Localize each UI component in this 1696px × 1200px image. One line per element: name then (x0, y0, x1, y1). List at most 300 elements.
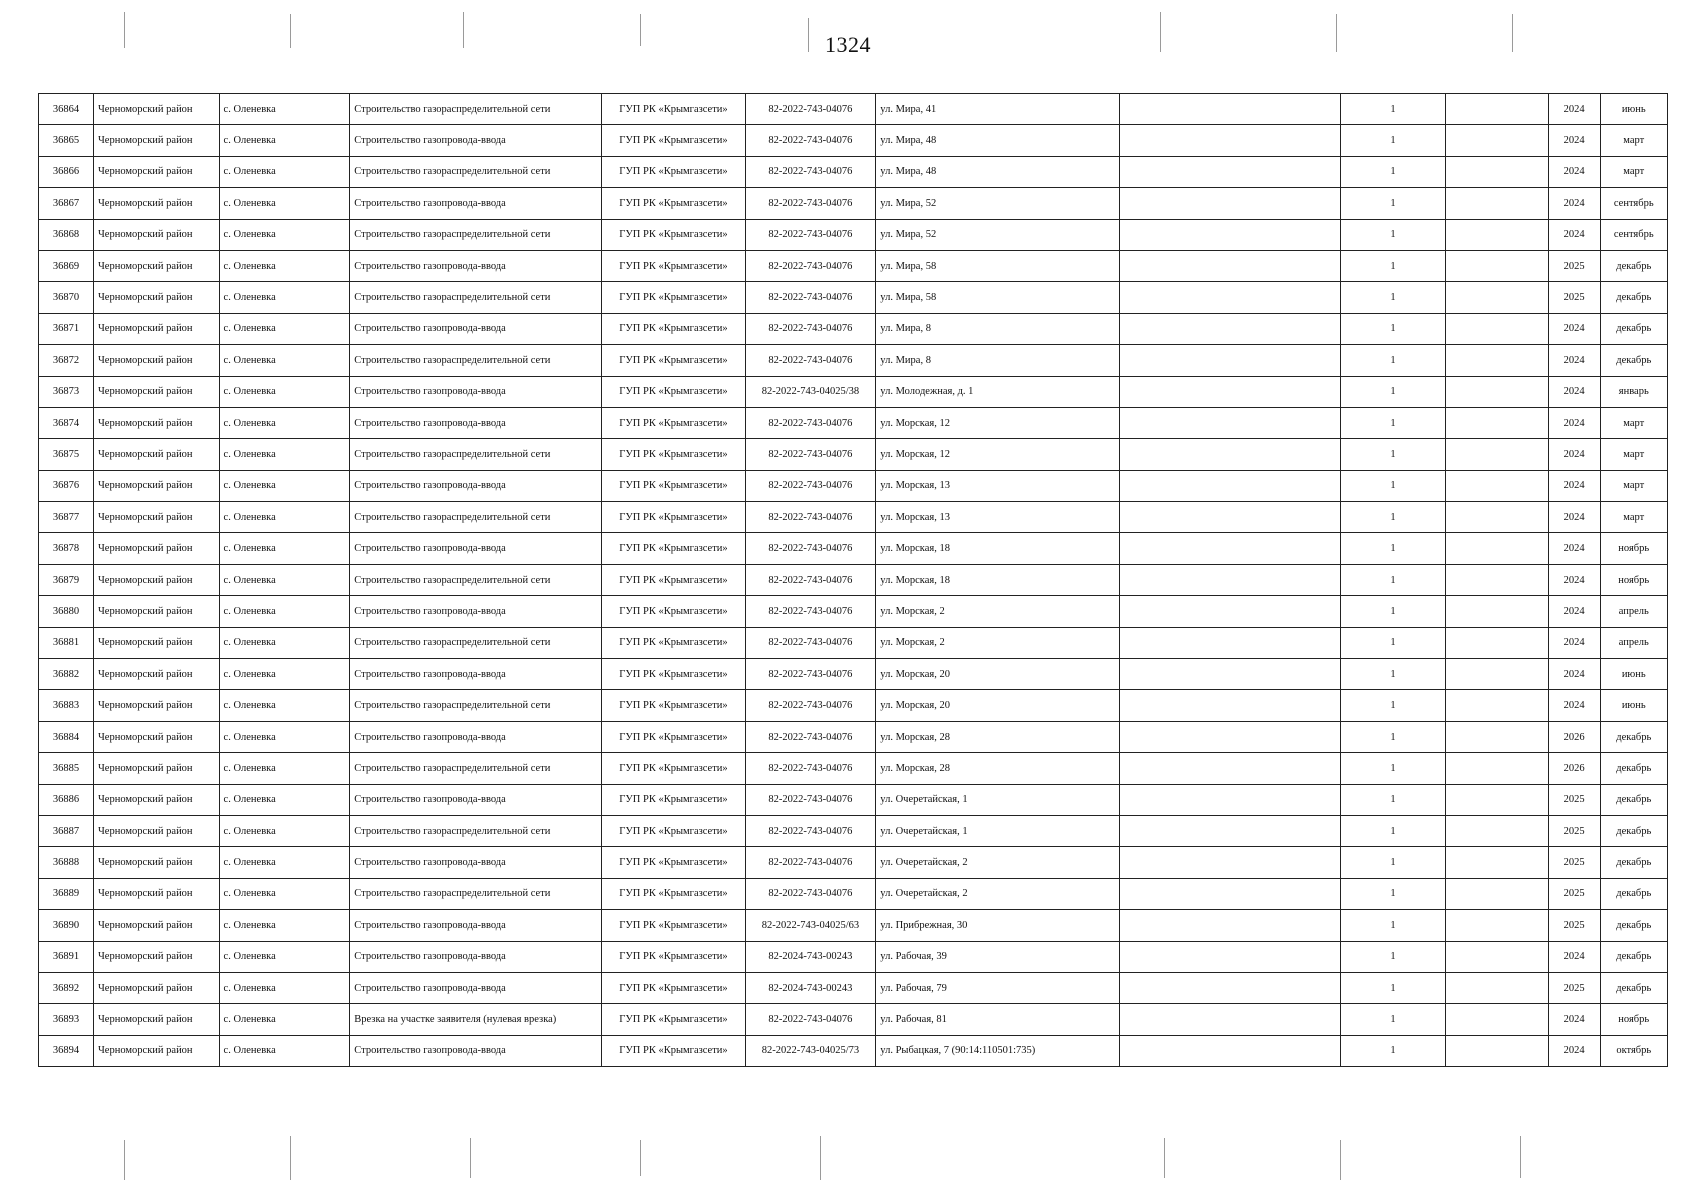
work-type-cell: Строительство газораспределительной сети (350, 627, 602, 658)
empty-cell (1445, 878, 1548, 909)
month-cell: март (1600, 125, 1668, 156)
address-cell: ул. Рыбацкая, 7 (90:14:110501:735) (876, 1035, 1120, 1066)
village-cell: с. Оленевка (219, 345, 350, 376)
work-type-cell: Строительство газопровода-ввода (350, 1035, 602, 1066)
village-cell: с. Оленевка (219, 376, 350, 407)
organization-cell: ГУП РК «Крымгазсети» (602, 596, 745, 627)
organization-cell: ГУП РК «Крымгазсети» (602, 439, 745, 470)
village-cell: с. Оленевка (219, 313, 350, 344)
month-cell: июнь (1600, 659, 1668, 690)
district-cell: Черноморский район (93, 815, 219, 846)
district-cell: Черноморский район (93, 156, 219, 187)
quantity-cell: 1 (1341, 376, 1446, 407)
table-row (39, 313, 1668, 344)
table-row (39, 345, 1668, 376)
village-cell: с. Оленевка (219, 753, 350, 784)
organization-cell: ГУП РК «Крымгазсети» (602, 753, 745, 784)
scan-speck (640, 1140, 641, 1176)
project-code-cell: 82-2022-743-04076 (745, 219, 876, 250)
empty-cell (1445, 94, 1548, 125)
district-cell: Черноморский район (93, 439, 219, 470)
address-cell: ул. Рабочая, 81 (876, 1004, 1120, 1035)
empty-cell (1120, 878, 1341, 909)
district-cell: Черноморский район (93, 753, 219, 784)
village-cell: с. Оленевка (219, 784, 350, 815)
district-cell: Черноморский район (93, 659, 219, 690)
row-number: 36894 (39, 1035, 94, 1066)
district-cell: Черноморский район (93, 941, 219, 972)
empty-cell (1120, 972, 1341, 1003)
quantity-cell: 1 (1341, 972, 1446, 1003)
work-type-cell: Строительство газопровода-ввода (350, 533, 602, 564)
organization-cell: ГУП РК «Крымгазсети» (602, 125, 745, 156)
scan-speck (124, 1140, 125, 1180)
table-row (39, 219, 1668, 250)
empty-cell (1120, 721, 1341, 752)
row-number: 36889 (39, 878, 94, 909)
row-number: 36878 (39, 533, 94, 564)
quantity-cell: 1 (1341, 188, 1446, 219)
year-cell: 2024 (1548, 125, 1600, 156)
scan-speck (290, 1136, 291, 1180)
village-cell: с. Оленевка (219, 533, 350, 564)
empty-cell (1445, 282, 1548, 313)
project-code-cell: 82-2022-743-04076 (745, 125, 876, 156)
address-cell: ул. Очеретайская, 2 (876, 847, 1120, 878)
row-number: 36874 (39, 407, 94, 438)
address-cell: ул. Очеретайская, 2 (876, 878, 1120, 909)
quantity-cell: 1 (1341, 282, 1446, 313)
empty-cell (1445, 439, 1548, 470)
work-type-cell: Строительство газораспределительной сети (350, 282, 602, 313)
district-cell: Черноморский район (93, 910, 219, 941)
work-type-cell: Строительство газораспределительной сети (350, 156, 602, 187)
row-number: 36864 (39, 94, 94, 125)
quantity-cell: 1 (1341, 125, 1446, 156)
project-code-cell: 82-2022-743-04076 (745, 659, 876, 690)
empty-cell (1120, 439, 1341, 470)
empty-cell (1445, 376, 1548, 407)
district-cell: Черноморский район (93, 564, 219, 595)
quantity-cell: 1 (1341, 502, 1446, 533)
year-cell: 2024 (1548, 156, 1600, 187)
address-cell: ул. Мира, 58 (876, 282, 1120, 313)
month-cell: сентябрь (1600, 219, 1668, 250)
empty-cell (1445, 250, 1548, 281)
village-cell: с. Оленевка (219, 847, 350, 878)
table-row (39, 188, 1668, 219)
village-cell: с. Оленевка (219, 596, 350, 627)
organization-cell: ГУП РК «Крымгазсети» (602, 1004, 745, 1035)
address-cell: ул. Морская, 18 (876, 564, 1120, 595)
year-cell: 2024 (1548, 596, 1600, 627)
work-type-cell: Врезка на участке заявителя (нулевая врезка) (350, 1004, 602, 1035)
empty-cell (1445, 313, 1548, 344)
row-number: 36873 (39, 376, 94, 407)
row-number: 36869 (39, 250, 94, 281)
work-type-cell: Строительство газопровода-ввода (350, 941, 602, 972)
district-cell: Черноморский район (93, 188, 219, 219)
month-cell: март (1600, 156, 1668, 187)
month-cell: июнь (1600, 690, 1668, 721)
quantity-cell: 1 (1341, 1004, 1446, 1035)
organization-cell: ГУП РК «Крымгазсети» (602, 941, 745, 972)
district-cell: Черноморский район (93, 376, 219, 407)
empty-cell (1445, 910, 1548, 941)
empty-cell (1120, 250, 1341, 281)
quantity-cell: 1 (1341, 784, 1446, 815)
organization-cell: ГУП РК «Крымгазсети» (602, 470, 745, 501)
row-number: 36884 (39, 721, 94, 752)
village-cell: с. Оленевка (219, 439, 350, 470)
district-cell: Черноморский район (93, 533, 219, 564)
table-row (39, 910, 1668, 941)
organization-cell: ГУП РК «Крымгазсети» (602, 345, 745, 376)
table-row (39, 972, 1668, 1003)
organization-cell: ГУП РК «Крымгазсети» (602, 690, 745, 721)
address-cell: ул. Мира, 48 (876, 125, 1120, 156)
quantity-cell: 1 (1341, 659, 1446, 690)
quantity-cell: 1 (1341, 721, 1446, 752)
month-cell: декабрь (1600, 721, 1668, 752)
empty-cell (1445, 345, 1548, 376)
table-row (39, 125, 1668, 156)
work-type-cell: Строительство газопровода-ввода (350, 125, 602, 156)
table-row (39, 156, 1668, 187)
work-type-cell: Строительство газопровода-ввода (350, 250, 602, 281)
quantity-cell: 1 (1341, 564, 1446, 595)
organization-cell: ГУП РК «Крымгазсети» (602, 721, 745, 752)
work-type-cell: Строительство газораспределительной сети (350, 94, 602, 125)
quantity-cell: 1 (1341, 753, 1446, 784)
village-cell: с. Оленевка (219, 878, 350, 909)
organization-cell: ГУП РК «Крымгазсети» (602, 156, 745, 187)
work-type-cell: Строительство газораспределительной сети (350, 753, 602, 784)
village-cell: с. Оленевка (219, 94, 350, 125)
register-table (38, 93, 1668, 1067)
project-code-cell: 82-2022-743-04076 (745, 313, 876, 344)
scan-speck (1520, 1136, 1521, 1178)
project-code-cell: 82-2022-743-04076 (745, 784, 876, 815)
row-number: 36890 (39, 910, 94, 941)
district-cell: Черноморский район (93, 1035, 219, 1066)
address-cell: ул. Мира, 52 (876, 188, 1120, 219)
month-cell: декабрь (1600, 972, 1668, 1003)
empty-cell (1120, 188, 1341, 219)
year-cell: 2024 (1548, 439, 1600, 470)
work-type-cell: Строительство газопровода-ввода (350, 188, 602, 219)
empty-cell (1445, 125, 1548, 156)
row-number: 36893 (39, 1004, 94, 1035)
table-row (39, 878, 1668, 909)
village-cell: с. Оленевка (219, 941, 350, 972)
year-cell: 2024 (1548, 376, 1600, 407)
empty-cell (1120, 313, 1341, 344)
year-cell: 2025 (1548, 910, 1600, 941)
month-cell: ноябрь (1600, 533, 1668, 564)
table-row (39, 282, 1668, 313)
village-cell: с. Оленевка (219, 1004, 350, 1035)
district-cell: Черноморский район (93, 502, 219, 533)
table-row (39, 721, 1668, 752)
organization-cell: ГУП РК «Крымгазсети» (602, 533, 745, 564)
row-number: 36879 (39, 564, 94, 595)
table-row (39, 627, 1668, 658)
quantity-cell: 1 (1341, 878, 1446, 909)
village-cell: с. Оленевка (219, 721, 350, 752)
work-type-cell: Строительство газораспределительной сети (350, 564, 602, 595)
month-cell: март (1600, 407, 1668, 438)
page-number: 1324 (825, 32, 871, 57)
address-cell: ул. Мира, 58 (876, 250, 1120, 281)
organization-cell: ГУП РК «Крымгазсети» (602, 313, 745, 344)
village-cell: с. Оленевка (219, 972, 350, 1003)
scan-speck (820, 1136, 821, 1180)
row-number: 36882 (39, 659, 94, 690)
address-cell: ул. Прибрежная, 30 (876, 910, 1120, 941)
project-code-cell: 82-2022-743-04076 (745, 753, 876, 784)
scan-speck (1160, 12, 1161, 52)
district-cell: Черноморский район (93, 784, 219, 815)
project-code-cell: 82-2022-743-04076 (745, 596, 876, 627)
row-number: 36880 (39, 596, 94, 627)
row-number: 36886 (39, 784, 94, 815)
district-cell: Черноморский район (93, 219, 219, 250)
village-cell: с. Оленевка (219, 219, 350, 250)
year-cell: 2024 (1548, 627, 1600, 658)
address-cell: ул. Морская, 20 (876, 659, 1120, 690)
quantity-cell: 1 (1341, 407, 1446, 438)
empty-cell (1120, 1035, 1341, 1066)
year-cell: 2025 (1548, 250, 1600, 281)
year-cell: 2024 (1548, 188, 1600, 219)
row-number: 36871 (39, 313, 94, 344)
empty-cell (1120, 156, 1341, 187)
address-cell: ул. Мира, 8 (876, 345, 1120, 376)
month-cell: декабрь (1600, 878, 1668, 909)
district-cell: Черноморский район (93, 627, 219, 658)
district-cell: Черноморский район (93, 313, 219, 344)
year-cell: 2024 (1548, 502, 1600, 533)
village-cell: с. Оленевка (219, 564, 350, 595)
district-cell: Черноморский район (93, 282, 219, 313)
table-row (39, 564, 1668, 595)
project-code-cell: 82-2024-743-00243 (745, 972, 876, 1003)
project-code-cell: 82-2022-743-04076 (745, 627, 876, 658)
village-cell: с. Оленевка (219, 690, 350, 721)
quantity-cell: 1 (1341, 313, 1446, 344)
empty-cell (1445, 564, 1548, 595)
organization-cell: ГУП РК «Крымгазсети» (602, 219, 745, 250)
address-cell: ул. Морская, 18 (876, 533, 1120, 564)
empty-cell (1445, 156, 1548, 187)
address-cell: ул. Мира, 52 (876, 219, 1120, 250)
organization-cell: ГУП РК «Крымгазсети» (602, 250, 745, 281)
scan-speck (808, 18, 809, 52)
row-number: 36877 (39, 502, 94, 533)
work-type-cell: Строительство газопровода-ввода (350, 376, 602, 407)
work-type-cell: Строительство газопровода-ввода (350, 847, 602, 878)
quantity-cell: 1 (1341, 847, 1446, 878)
year-cell: 2024 (1548, 690, 1600, 721)
empty-cell (1445, 188, 1548, 219)
organization-cell: ГУП РК «Крымгазсети» (602, 659, 745, 690)
organization-cell: ГУП РК «Крымгазсети» (602, 784, 745, 815)
address-cell: ул. Морская, 13 (876, 470, 1120, 501)
village-cell: с. Оленевка (219, 470, 350, 501)
empty-cell (1120, 376, 1341, 407)
month-cell: апрель (1600, 596, 1668, 627)
empty-cell (1445, 470, 1548, 501)
row-number: 36887 (39, 815, 94, 846)
month-cell: декабрь (1600, 753, 1668, 784)
table-row (39, 815, 1668, 846)
month-cell: ноябрь (1600, 1004, 1668, 1035)
month-cell: июнь (1600, 94, 1668, 125)
scan-speck (1512, 14, 1513, 52)
district-cell: Черноморский район (93, 470, 219, 501)
empty-cell (1445, 407, 1548, 438)
district-cell: Черноморский район (93, 596, 219, 627)
empty-cell (1120, 407, 1341, 438)
village-cell: с. Оленевка (219, 815, 350, 846)
month-cell: декабрь (1600, 941, 1668, 972)
project-code-cell: 82-2022-743-04076 (745, 533, 876, 564)
address-cell: ул. Морская, 12 (876, 439, 1120, 470)
address-cell: ул. Морская, 12 (876, 407, 1120, 438)
row-number: 36875 (39, 439, 94, 470)
empty-cell (1120, 910, 1341, 941)
month-cell: сентябрь (1600, 188, 1668, 219)
month-cell: декабрь (1600, 250, 1668, 281)
work-type-cell: Строительство газопровода-ввода (350, 784, 602, 815)
empty-cell (1120, 94, 1341, 125)
month-cell: ноябрь (1600, 564, 1668, 595)
empty-cell (1120, 470, 1341, 501)
work-type-cell: Строительство газораспределительной сети (350, 502, 602, 533)
empty-cell (1445, 972, 1548, 1003)
organization-cell: ГУП РК «Крымгазсети» (602, 1035, 745, 1066)
empty-cell (1120, 941, 1341, 972)
project-code-cell: 82-2022-743-04025/73 (745, 1035, 876, 1066)
address-cell: ул. Очеретайская, 1 (876, 815, 1120, 846)
year-cell: 2024 (1548, 470, 1600, 501)
empty-cell (1445, 815, 1548, 846)
organization-cell: ГУП РК «Крымгазсети» (602, 502, 745, 533)
empty-cell (1445, 1035, 1548, 1066)
scan-speck (1340, 1140, 1341, 1180)
empty-cell (1120, 219, 1341, 250)
row-number: 36888 (39, 847, 94, 878)
scan-speck (124, 12, 125, 48)
work-type-cell: Строительство газопровода-ввода (350, 721, 602, 752)
village-cell: с. Оленевка (219, 627, 350, 658)
year-cell: 2025 (1548, 282, 1600, 313)
empty-cell (1445, 627, 1548, 658)
quantity-cell: 1 (1341, 1035, 1446, 1066)
address-cell: ул. Морская, 28 (876, 721, 1120, 752)
organization-cell: ГУП РК «Крымгазсети» (602, 627, 745, 658)
village-cell: с. Оленевка (219, 659, 350, 690)
project-code-cell: 82-2022-743-04076 (745, 345, 876, 376)
row-number: 36876 (39, 470, 94, 501)
empty-cell (1120, 815, 1341, 846)
district-cell: Черноморский район (93, 847, 219, 878)
quantity-cell: 1 (1341, 690, 1446, 721)
empty-cell (1120, 659, 1341, 690)
row-number: 36883 (39, 690, 94, 721)
row-number: 36885 (39, 753, 94, 784)
work-type-cell: Строительство газопровода-ввода (350, 659, 602, 690)
quantity-cell: 1 (1341, 94, 1446, 125)
project-code-cell: 82-2022-743-04025/63 (745, 910, 876, 941)
organization-cell: ГУП РК «Крымгазсети» (602, 972, 745, 1003)
empty-cell (1445, 721, 1548, 752)
address-cell: ул. Мира, 41 (876, 94, 1120, 125)
month-cell: декабрь (1600, 282, 1668, 313)
village-cell: с. Оленевка (219, 1035, 350, 1066)
empty-cell (1445, 219, 1548, 250)
project-code-cell: 82-2022-743-04076 (745, 721, 876, 752)
quantity-cell: 1 (1341, 533, 1446, 564)
project-code-cell: 82-2024-743-00243 (745, 941, 876, 972)
table-row (39, 753, 1668, 784)
table-row (39, 690, 1668, 721)
month-cell: март (1600, 470, 1668, 501)
empty-cell (1445, 1004, 1548, 1035)
year-cell: 2024 (1548, 94, 1600, 125)
empty-cell (1445, 847, 1548, 878)
address-cell: ул. Мира, 48 (876, 156, 1120, 187)
row-number: 36866 (39, 156, 94, 187)
year-cell: 2024 (1548, 533, 1600, 564)
address-cell: ул. Рабочая, 39 (876, 941, 1120, 972)
district-cell: Черноморский район (93, 250, 219, 281)
project-code-cell: 82-2022-743-04076 (745, 690, 876, 721)
row-number: 36865 (39, 125, 94, 156)
work-type-cell: Строительство газораспределительной сети (350, 219, 602, 250)
quantity-cell: 1 (1341, 345, 1446, 376)
quantity-cell: 1 (1341, 596, 1446, 627)
organization-cell: ГУП РК «Крымгазсети» (602, 376, 745, 407)
village-cell: с. Оленевка (219, 188, 350, 219)
project-code-cell: 82-2022-743-04076 (745, 847, 876, 878)
organization-cell: ГУП РК «Крымгазсети» (602, 94, 745, 125)
organization-cell: ГУП РК «Крымгазсети» (602, 910, 745, 941)
district-cell: Черноморский район (93, 407, 219, 438)
address-cell: ул. Очеретайская, 1 (876, 784, 1120, 815)
address-cell: ул. Рабочая, 79 (876, 972, 1120, 1003)
project-code-cell: 82-2022-743-04076 (745, 470, 876, 501)
scan-speck (1336, 14, 1337, 52)
year-cell: 2024 (1548, 659, 1600, 690)
project-code-cell: 82-2022-743-04076 (745, 439, 876, 470)
year-cell: 2024 (1548, 941, 1600, 972)
project-code-cell: 82-2022-743-04076 (745, 250, 876, 281)
organization-cell: ГУП РК «Крымгазсети» (602, 815, 745, 846)
year-cell: 2026 (1548, 753, 1600, 784)
scan-speck (290, 14, 291, 48)
year-cell: 2024 (1548, 219, 1600, 250)
empty-cell (1120, 1004, 1341, 1035)
register-table-body (39, 94, 1668, 1067)
address-cell: ул. Морская, 2 (876, 596, 1120, 627)
empty-cell (1120, 753, 1341, 784)
empty-cell (1445, 659, 1548, 690)
empty-cell (1445, 502, 1548, 533)
empty-cell (1445, 533, 1548, 564)
work-type-cell: Строительство газопровода-ввода (350, 972, 602, 1003)
